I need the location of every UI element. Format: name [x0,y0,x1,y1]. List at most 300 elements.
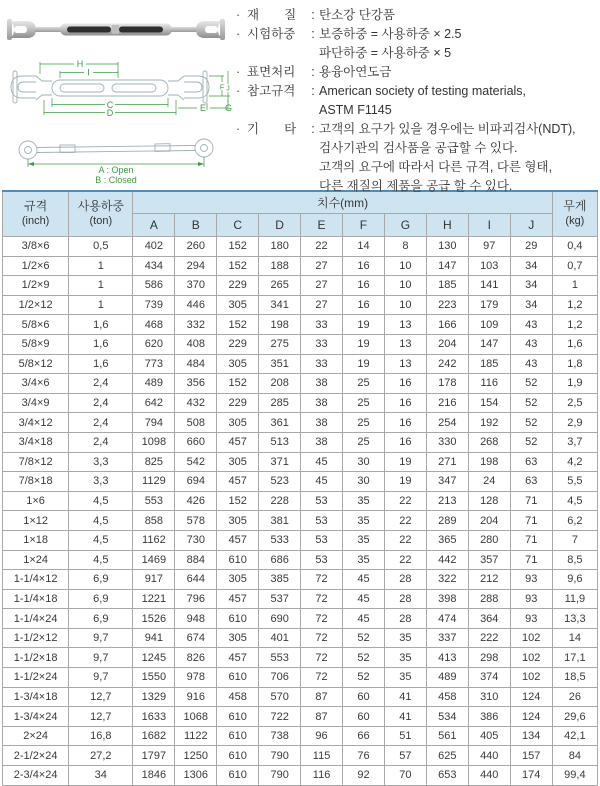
table-cell: 260 [175,237,217,257]
spec-value-line: 보증하중 = 사용하중 × 2.5 [319,27,462,41]
table-cell: 305 [217,354,259,374]
table-row [3,276,598,296]
spec-value-line: ASTM F1145 [319,103,392,117]
table-cell: 35 [384,628,426,648]
dim-col-header: I [468,214,510,237]
dim-label-d: D [106,108,114,118]
table-cell: 27 [301,256,343,276]
table-row [3,393,598,413]
spec-list [232,0,600,193]
table-cell: 446 [175,295,217,315]
table-cell: 188 [259,256,301,276]
table-cell: 364 [468,609,510,629]
table-cell: 38 [301,393,343,413]
table-cell: 229 [217,276,259,296]
table-cell: 9,7 [69,668,133,688]
table-cell: 12,7 [69,687,133,707]
bullet: · [236,122,241,136]
col-header-size [3,191,69,237]
table-cell: 34 [510,295,552,315]
table-cell: 174 [510,766,552,786]
spec-label: 시험하중 [247,27,296,41]
table-cell: 694 [175,472,217,492]
table-cell: 457 [217,530,259,550]
table-row [3,413,598,433]
table-cell: 570 [259,687,301,707]
table-cell: 16 [384,432,426,452]
table-cell: 152 [217,256,259,276]
table-cell: 653 [426,766,468,786]
dim-label-j: J [226,85,230,93]
table-cell: 216 [426,393,468,413]
table-cell: 1250 [175,746,217,766]
table-cell: 38 [301,432,343,452]
spec-colon: : [311,84,315,98]
table-cell: 28 [384,589,426,609]
table-cell: 489 [133,374,175,394]
table-cell: 796 [175,589,217,609]
table-cell: 43 [510,315,552,335]
table-cell: 141 [468,276,510,296]
table-row [3,374,598,394]
turnbuckle-drawing-area [0,0,232,190]
table-cell: 22 [301,237,343,257]
table-cell: 11,9 [552,589,597,609]
table-cell: 29 [510,237,552,257]
table-cell: 1469 [133,550,175,570]
table-cell: 2,9 [552,413,597,433]
table-cell: 6,2 [552,511,597,531]
spec-label: 재 질 [247,8,297,22]
table-cell: 93 [510,589,552,609]
table-cell: 610 [217,766,259,786]
table-cell: 1306 [175,766,217,786]
table-cell: 52 [510,413,552,433]
table-cell: 4,5 [69,550,133,570]
table-cell: 16 [343,256,385,276]
table-cell: 198 [259,315,301,335]
table-cell: 27,2 [69,746,133,766]
table-cell: 523 [259,472,301,492]
spec-value-line: 다른 재질의 제품을 공급 할 수 있다. [319,179,513,193]
dim-col-header: J [510,214,552,237]
table-cell: 468 [133,315,175,335]
table-cell: 706 [259,668,301,688]
table-cell: 8 [384,237,426,257]
table-cell: 53 [301,530,343,550]
table-cell: 644 [175,570,217,590]
table-cell: 1,6 [69,334,133,354]
table-cell: 289 [426,511,468,531]
table-cell: 25 [343,413,385,433]
table-cell: 13 [384,354,426,374]
table-cell: 1,2 [552,315,597,335]
table-cell: 3/4×6 [3,374,69,394]
table-cell: 408 [175,334,217,354]
table-cell: 2,4 [69,413,133,433]
table-cell: 385 [259,570,301,590]
closed-label: B : Closed [95,175,137,185]
table-cell: 53 [301,511,343,531]
table-cell: 361 [259,413,301,433]
table-cell: 22 [384,491,426,511]
table-cell: 63 [510,452,552,472]
table-cell: 22 [384,530,426,550]
table-cell: 2,5 [552,393,597,413]
table-cell: 5,5 [552,472,597,492]
table-cell: 1-1/2×18 [3,648,69,668]
table-cell: 38 [301,374,343,394]
table-cell: 19 [343,334,385,354]
table-cell: 25 [343,432,385,452]
table-cell: 76 [343,746,385,766]
table-cell: 52 [343,648,385,668]
table-cell: 458 [217,687,259,707]
table-cell: 53 [301,491,343,511]
table-cell: 84 [552,746,597,766]
table-cell: 305 [217,628,259,648]
spec-value [319,63,596,82]
table-cell: 610 [217,746,259,766]
table-cell: 357 [468,550,510,570]
table-cell: 208 [259,374,301,394]
table-cell: 180 [259,237,301,257]
col-header-load [69,191,133,237]
table-cell: 72 [301,668,343,688]
table-cell: 484 [175,354,217,374]
table-cell: 1068 [175,707,217,727]
table-row [3,609,598,629]
table-cell: 16 [343,295,385,315]
table-cell: 1-1/4×12 [3,570,69,590]
table-cell: 578 [175,511,217,531]
table-cell: 192 [468,413,510,433]
table-cell: 22 [384,511,426,531]
table-cell: 35 [343,530,385,550]
table-cell: 434 [133,256,175,276]
table-cell: 690 [259,609,301,629]
table-cell: 351 [259,354,301,374]
table-cell: 45 [343,609,385,629]
table-cell: 513 [259,432,301,452]
table-cell: 147 [426,256,468,276]
table-cell: 356 [175,374,217,394]
table-cell: 1162 [133,530,175,550]
table-cell: 610 [217,726,259,746]
table-cell: 280 [468,530,510,550]
table-cell: 1×24 [3,550,69,570]
table-cell: 489 [426,668,468,688]
table-cell: 305 [217,511,259,531]
table-cell: 72 [301,589,343,609]
table-cell: 1×18 [3,530,69,550]
table-cell: 97 [468,237,510,257]
spec-item [236,63,596,82]
col-header-weight-label: 무게 [563,199,587,213]
table-cell: 124 [510,707,552,727]
table-cell: 790 [259,766,301,786]
table-cell: 288 [468,589,510,609]
table-cell: 26 [552,687,597,707]
table-cell: 228 [259,491,301,511]
table-cell: 686 [259,550,301,570]
table-cell: 134 [510,726,552,746]
table-cell: 27 [301,276,343,296]
dim-col-header: F [343,214,385,237]
table-row [3,452,598,472]
dim-label-h: H [76,59,84,69]
table-cell: 30 [343,452,385,472]
spec-value [319,120,596,196]
table-cell: 45 [343,589,385,609]
table-cell: 70 [384,766,426,786]
table-cell: 305 [217,413,259,433]
table-cell: 6,9 [69,570,133,590]
table-cell: 371 [259,452,301,472]
table-cell: 1 [69,276,133,296]
table-cell: 229 [217,334,259,354]
table-cell: 1221 [133,589,175,609]
table-cell: 1846 [133,766,175,786]
table-cell: 87 [301,687,343,707]
table-cell: 13,3 [552,609,597,629]
dim-col-header: A [133,214,175,237]
table-cell: 457 [217,589,259,609]
table-cell: 4,5 [69,491,133,511]
table-cell: 34 [510,256,552,276]
table-cell: 916 [175,687,217,707]
table-cell: 337 [426,628,468,648]
table-cell: 28 [384,609,426,629]
table-cell: 542 [175,452,217,472]
table-cell: 978 [175,668,217,688]
table-cell: 457 [217,648,259,668]
table-cell: 401 [259,628,301,648]
table-cell: 625 [426,746,468,766]
table-cell: 398 [426,589,468,609]
table-cell: 16 [343,276,385,296]
table-cell: 8,5 [552,550,597,570]
table-cell: 51 [384,726,426,746]
table-cell: 5/8×9 [3,334,69,354]
table-cell: 3/8×6 [3,237,69,257]
table-cell: 1/2×6 [3,256,69,276]
table-cell: 1329 [133,687,175,707]
table-cell: 0,5 [69,237,133,257]
table-cell: 271 [426,452,468,472]
table-cell: 386 [468,707,510,727]
table-cell: 42,1 [552,726,597,746]
spec-value-line: 검사기관의 검사품을 공급할 수 있다. [319,141,518,155]
table-row [3,491,598,511]
table-row [3,589,598,609]
table-cell: 33 [301,334,343,354]
dim-label-i: I [87,67,90,78]
table-cell: 22 [384,550,426,570]
table-cell: 285 [259,393,301,413]
table-cell: 33 [301,354,343,374]
table-cell: 426 [175,491,217,511]
table-cell: 948 [175,609,217,629]
table-cell: 71 [510,550,552,570]
table-cell: 35 [384,668,426,688]
table-cell: 35 [384,648,426,668]
table-cell: 2,4 [69,374,133,394]
table-cell: 1098 [133,432,175,452]
table-cell: 305 [217,570,259,590]
table-cell: 14 [343,237,385,257]
table-cell: 99,4 [552,766,597,786]
table-cell: 275 [259,334,301,354]
table-cell: 147 [468,334,510,354]
table-cell: 178 [426,374,468,394]
table-cell: 14 [552,628,597,648]
col-header-dimensions: 치수(mm) [133,191,552,214]
table-cell: 72 [301,609,343,629]
table-row [3,530,598,550]
table-cell: 52 [510,432,552,452]
table-cell: 722 [259,707,301,727]
table-cell: 16 [384,393,426,413]
table-cell: 917 [133,570,175,590]
table-row [3,570,598,590]
table-cell: 213 [426,491,468,511]
table-cell: 102 [510,648,552,668]
spec-label: 표면처리 [247,65,296,79]
col-header-load-unit: (ton) [89,215,113,227]
table-cell: 620 [133,334,175,354]
table-cell: 738 [259,726,301,746]
table-cell: 212 [468,570,510,590]
table-cell: 2×24 [3,726,69,746]
table-cell: 534 [426,707,468,727]
table-cell: 405 [468,726,510,746]
table-cell: 457 [217,432,259,452]
dim-label-g: G [224,103,232,113]
table-cell: 1682 [133,726,175,746]
table-cell: 440 [468,766,510,786]
table-cell: 3,3 [69,452,133,472]
table-cell: 72 [301,648,343,668]
table-row [3,511,598,531]
table-cell: 474 [426,609,468,629]
table-cell: 57 [384,746,426,766]
table-cell: 35 [343,511,385,531]
table-row [3,354,598,374]
table-cell: 102 [510,668,552,688]
table-cell: 1245 [133,648,175,668]
table-cell: 332 [175,315,217,335]
table-cell: 1797 [133,746,175,766]
table-cell: 1×6 [3,491,69,511]
table-cell: 2-1/2×24 [3,746,69,766]
table-row [3,648,598,668]
table-cell: 17,1 [552,648,597,668]
table-cell: 341 [259,295,301,315]
table-cell: 28 [384,570,426,590]
spec-item [236,120,596,196]
table-row [3,472,598,492]
table-cell: 1/2×9 [3,276,69,296]
table-cell: 1-1/2×12 [3,628,69,648]
table-cell: 322 [426,570,468,590]
table-cell: 739 [133,295,175,315]
table-row [3,334,598,354]
table-cell: 884 [175,550,217,570]
table-cell: 19 [384,472,426,492]
table-cell: 152 [217,491,259,511]
spec-item [236,6,596,25]
table-cell: 374 [468,668,510,688]
table-cell: 1,6 [69,354,133,374]
table-cell: 533 [259,530,301,550]
table-cell: 179 [468,295,510,315]
table-cell: 72 [301,628,343,648]
table-cell: 790 [259,746,301,766]
table-cell: 1-1/4×24 [3,609,69,629]
col-header-weight [552,191,597,237]
table-cell: 33 [301,315,343,335]
table-cell: 45 [301,472,343,492]
table-cell: 381 [259,511,301,531]
table-cell: 1-1/4×18 [3,589,69,609]
table-cell: 432 [175,393,217,413]
table-cell: 4,5 [69,511,133,531]
spec-value-line: 파단하중 = 사용하중 × 5 [319,46,452,60]
table-cell: 242 [426,354,468,374]
table-cell: 442 [426,550,468,570]
table-cell: 43 [510,334,552,354]
table-cell: 0,7 [552,256,597,276]
table-cell: 19 [343,354,385,374]
table-cell: 30 [343,472,385,492]
table-cell: 204 [426,334,468,354]
table-cell: 265 [259,276,301,296]
table-cell: 730 [175,530,217,550]
spec-colon: : [311,65,315,79]
table-cell: 1526 [133,609,175,629]
spec-value [319,6,596,25]
table-row [3,550,598,570]
table-cell: 185 [468,354,510,374]
bullet: · [236,27,241,41]
table-cell: 2-3/4×24 [3,766,69,786]
table-cell: 365 [426,530,468,550]
table-cell: 35 [343,491,385,511]
table-cell: 60 [343,707,385,727]
table-cell: 34 [69,766,133,786]
table-cell: 34 [510,276,552,296]
table-cell: 53 [301,550,343,570]
table-cell: 41 [384,687,426,707]
spec-value-line: 용융아연도금 [319,65,392,79]
spec-value-line: 고객의 요구에 따라서 다른 규격, 다른 형태, [319,160,553,174]
spec-table-body [3,237,598,786]
table-cell: 154 [468,393,510,413]
table-row [3,432,598,452]
table-cell: 1129 [133,472,175,492]
table-cell: 87 [301,707,343,727]
table-cell: 330 [426,432,468,452]
table-cell: 29,6 [552,707,597,727]
table-cell: 71 [510,491,552,511]
table-cell: 610 [217,707,259,727]
table-cell: 38 [301,413,343,433]
table-row [3,746,598,766]
table-cell: 294 [175,256,217,276]
table-cell: 1,6 [552,334,597,354]
table-cell: 4,2 [552,452,597,472]
